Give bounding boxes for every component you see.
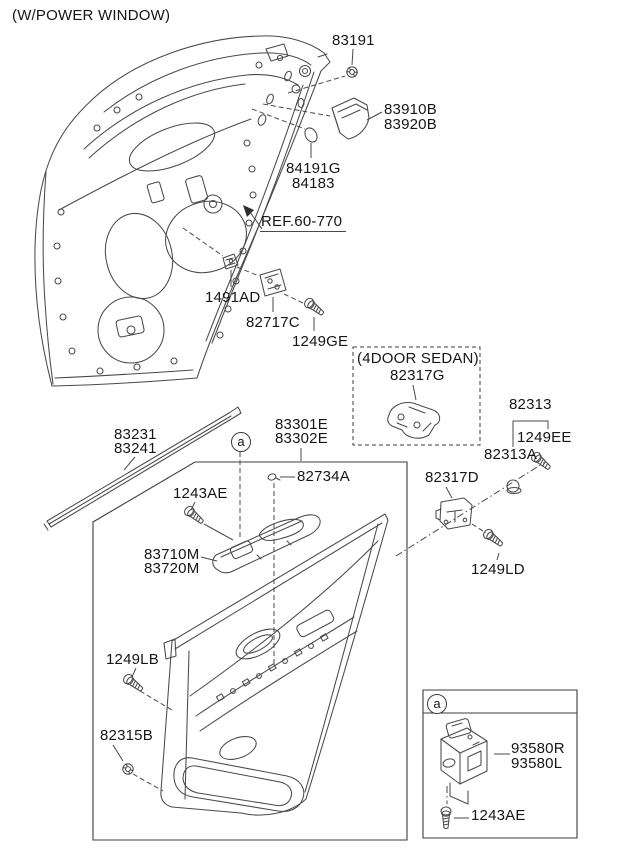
bolt-1249LB-drawing [122, 673, 145, 694]
leader-1249LD [497, 553, 499, 560]
leader-82317D [446, 487, 452, 498]
leader-83231 [124, 457, 135, 470]
screw-1243AE-bottom-drawing [441, 807, 451, 829]
part-label-83302E: 83302E [275, 430, 328, 447]
diagram-title: (W/POWER WINDOW) [12, 7, 171, 24]
clip-82734A-drawing [267, 473, 280, 481]
part-label-84183: 84183 [292, 175, 335, 192]
leader-1249LB [132, 668, 136, 677]
armrest-switch-panel-drawing [213, 515, 320, 573]
power-window-switch-drawing [441, 718, 487, 804]
part-label-84191G: 84191G [286, 160, 341, 177]
part-label-82317G: 82317G [390, 367, 445, 384]
leader-82315B [113, 745, 123, 761]
bolt-1249LD-drawing [482, 528, 505, 549]
clip-83191-drawing [346, 66, 359, 79]
part-label-1249LD: 1249LD [471, 561, 525, 578]
screw-1243AE-top-drawing [183, 505, 206, 527]
part-label-1243AE-bottom: 1243AE [471, 807, 526, 824]
grommet-82313A-drawing [507, 480, 521, 494]
leader-1249LD-axis [472, 524, 486, 533]
axis-82315B [133, 774, 163, 791]
part-label-93580R: 93580R [511, 740, 565, 757]
part-label-1249LB: 1249LB [106, 651, 159, 668]
sedan-box-title: (4DOOR SEDAN) [357, 350, 479, 367]
bracket-82317G-drawing [388, 403, 440, 439]
bracket-82317D-drawing [436, 498, 472, 529]
leader-83710M [201, 557, 217, 561]
part-label-82717C: 82717C [246, 314, 300, 331]
part-label-1249EE: 1249EE [517, 429, 572, 446]
part-label-1243AE-top: 1243AE [173, 485, 228, 502]
part-label-83301E: 83301E [275, 416, 328, 433]
bolt-1249GE-drawing [303, 297, 326, 318]
part-label-83231: 83231 [114, 426, 157, 443]
callout-a-marker: a [231, 432, 251, 452]
part-label-1249GE: 1249GE [292, 333, 349, 350]
part-label-83191: 83191 [332, 32, 375, 49]
part-label-93580L: 93580L [511, 755, 563, 772]
part-label-83720M: 83720M [144, 560, 200, 577]
part-label-83920B: 83920B [384, 116, 437, 133]
part-label-83710M: 83710M [144, 546, 200, 563]
ref-label: REF.60-770 [260, 214, 346, 232]
part-label-82313A: 82313A [484, 446, 537, 463]
part-label-82313: 82313 [509, 396, 552, 413]
part-label-82315B: 82315B [100, 727, 153, 744]
bracket-83910B-drawing [332, 98, 369, 139]
door-frame-drawing [35, 36, 330, 386]
bracket-82717C-drawing [260, 269, 286, 296]
part-label-82317D: 82317D [425, 469, 479, 486]
callout-a-box-marker: a [427, 694, 447, 714]
part-label-83241: 83241 [114, 440, 157, 457]
part-label-83910B: 83910B [384, 101, 437, 118]
nut-82315B-drawing [123, 764, 133, 774]
part-label-82734A: 82734A [297, 468, 350, 485]
leader-82317G [413, 385, 416, 400]
part-label-1491AD: 1491AD [205, 289, 261, 306]
